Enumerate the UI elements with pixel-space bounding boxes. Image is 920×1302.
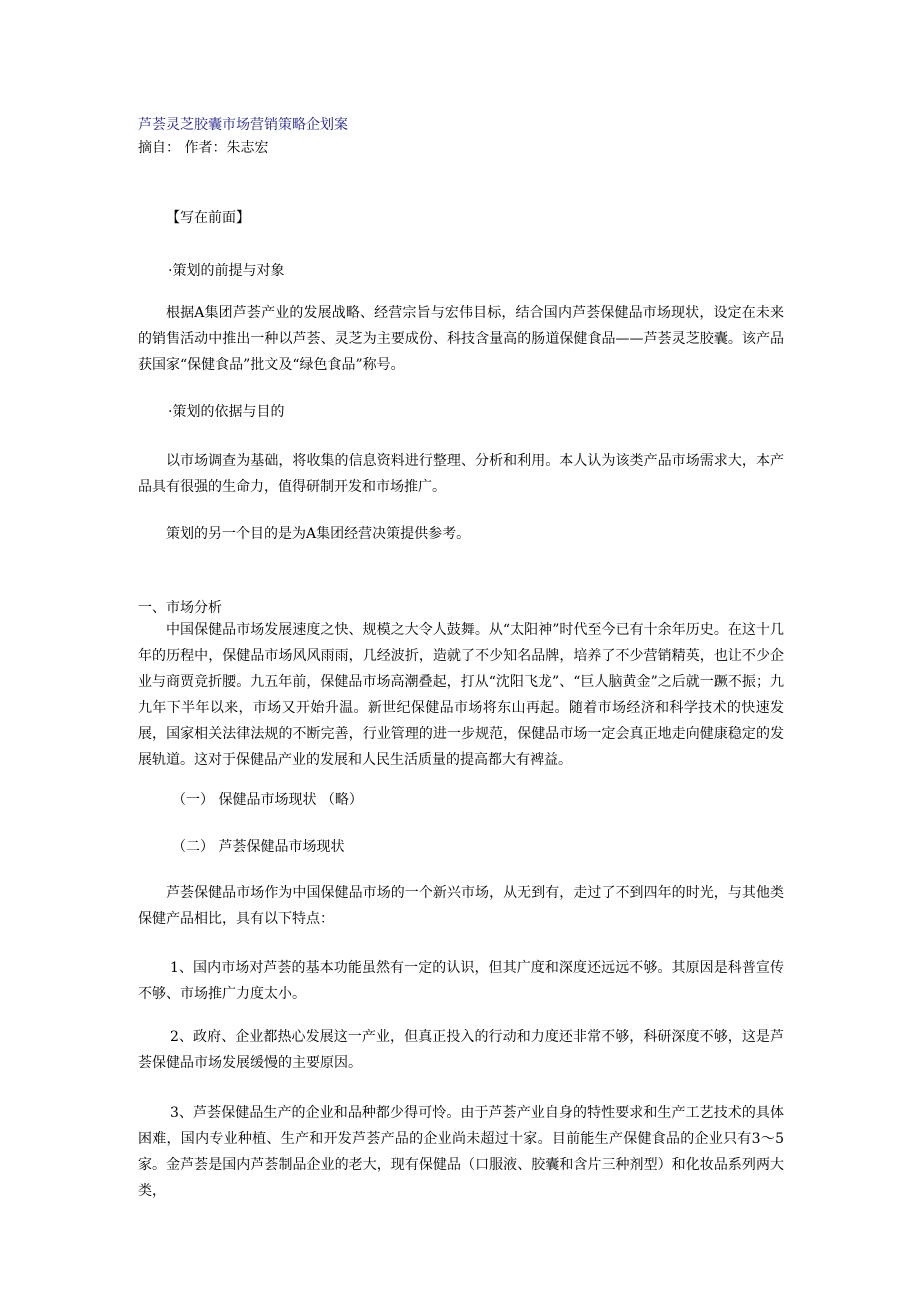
paragraph-purpose: 以市场调查为基础，将收集的信息资料进行整理、分析和利用。本人认为该类产品市场需求大，本产品具有很强的生命力，值得研制开发和市场推广。	[138, 453, 784, 495]
paragraph-aloe-market: 芦荟保健品市场作为中国保健品市场的一个新兴市场，从无到有，走过了不到四年的时光，与其他类保健产品相比，具有以下特点：	[138, 885, 784, 927]
paragraph-market-analysis: 中国保健品市场发展速度之快、规模之大令人鼓舞。从“太阳神”时代至今已有十余年历史。在这十几年的历程中，保健品市场风风雨雨，几经波折，造就了不少知名品牌，培养了不少营销精英，也让不少企业与商贾竞折腰。九五年前，保健品市场高潮叠起，打从“沈阳飞龙”、“巨人脑黄金”之后就一蹶不振；九九年下半年以来，市场又开始升温。新世纪保健品市场将东山再起。随着市场经济和科学技术的快速发展，国家相关法律法规的不断完善，行业管理的进一步规范，保健品市场一定会真正地走向健康稳定的发展轨道。这对于保健品产业的发展和人民生活质量的提高都大有裨益。	[138, 622, 784, 768]
bullet-premise: ·策划的前提与对象	[168, 263, 285, 279]
subheading-aloe-market: （二） 芦荟保健品市场现状	[172, 839, 345, 855]
list-item-3: 3、芦荟保健品生产的企业和品种都少得可怜。由于芦荟产业自身的特性要求和生产工艺技术的具体困难，国内专业种植、生产和开发芦荟产品的企业尚未超过十家。目前能生产保健食品的企业只有3～5家。金芦荟是国内芦荟制品企业的老大，现有保健品（口服液、胶囊和含片三种剂型）和化妆品系列两大类，	[138, 1105, 784, 1199]
section-heading-front: 【写在前面】	[166, 210, 250, 226]
list-item-1: 1、国内市场对芦荟的基本功能虽然有一定的认识，但其广度和深度还远远不够。其原因是科普宣传不够、市场推广力度太小。	[138, 960, 784, 1002]
subheading-health-market: （一） 保健品市场现状 （略）	[172, 792, 363, 808]
bullet-purpose: ·策划的依据与目的	[168, 404, 285, 420]
paragraph-premise: 根据A集团芦荟产业的发展战略、经营宗旨与宏伟目标，结合国内芦荟保健品市场现状，设定在未来的销售活动中推出一种以芦荟、灵芝为主要成份、科技含量高的肠道保健食品——芦荟灵芝胶囊。该产品获国家“保健食品”批文及“绿色食品”称号。	[138, 305, 784, 373]
paragraph-purpose-2: 策划的另一个目的是为A集团经营决策提供参考。	[166, 526, 471, 542]
list-item-2: 2、政府、企业都热心发展这一产业，但真正投入的行动和力度还非常不够，科研深度不够，这是芦荟保健品市场发展缓慢的主要原因。	[138, 1029, 784, 1071]
source-line: 摘自： 作者：朱志宏	[138, 140, 269, 156]
document-title[interactable]: 芦荟灵芝胶囊市场营销策略企划案	[138, 117, 348, 133]
section-heading-market: 一、市场分析	[138, 600, 222, 616]
